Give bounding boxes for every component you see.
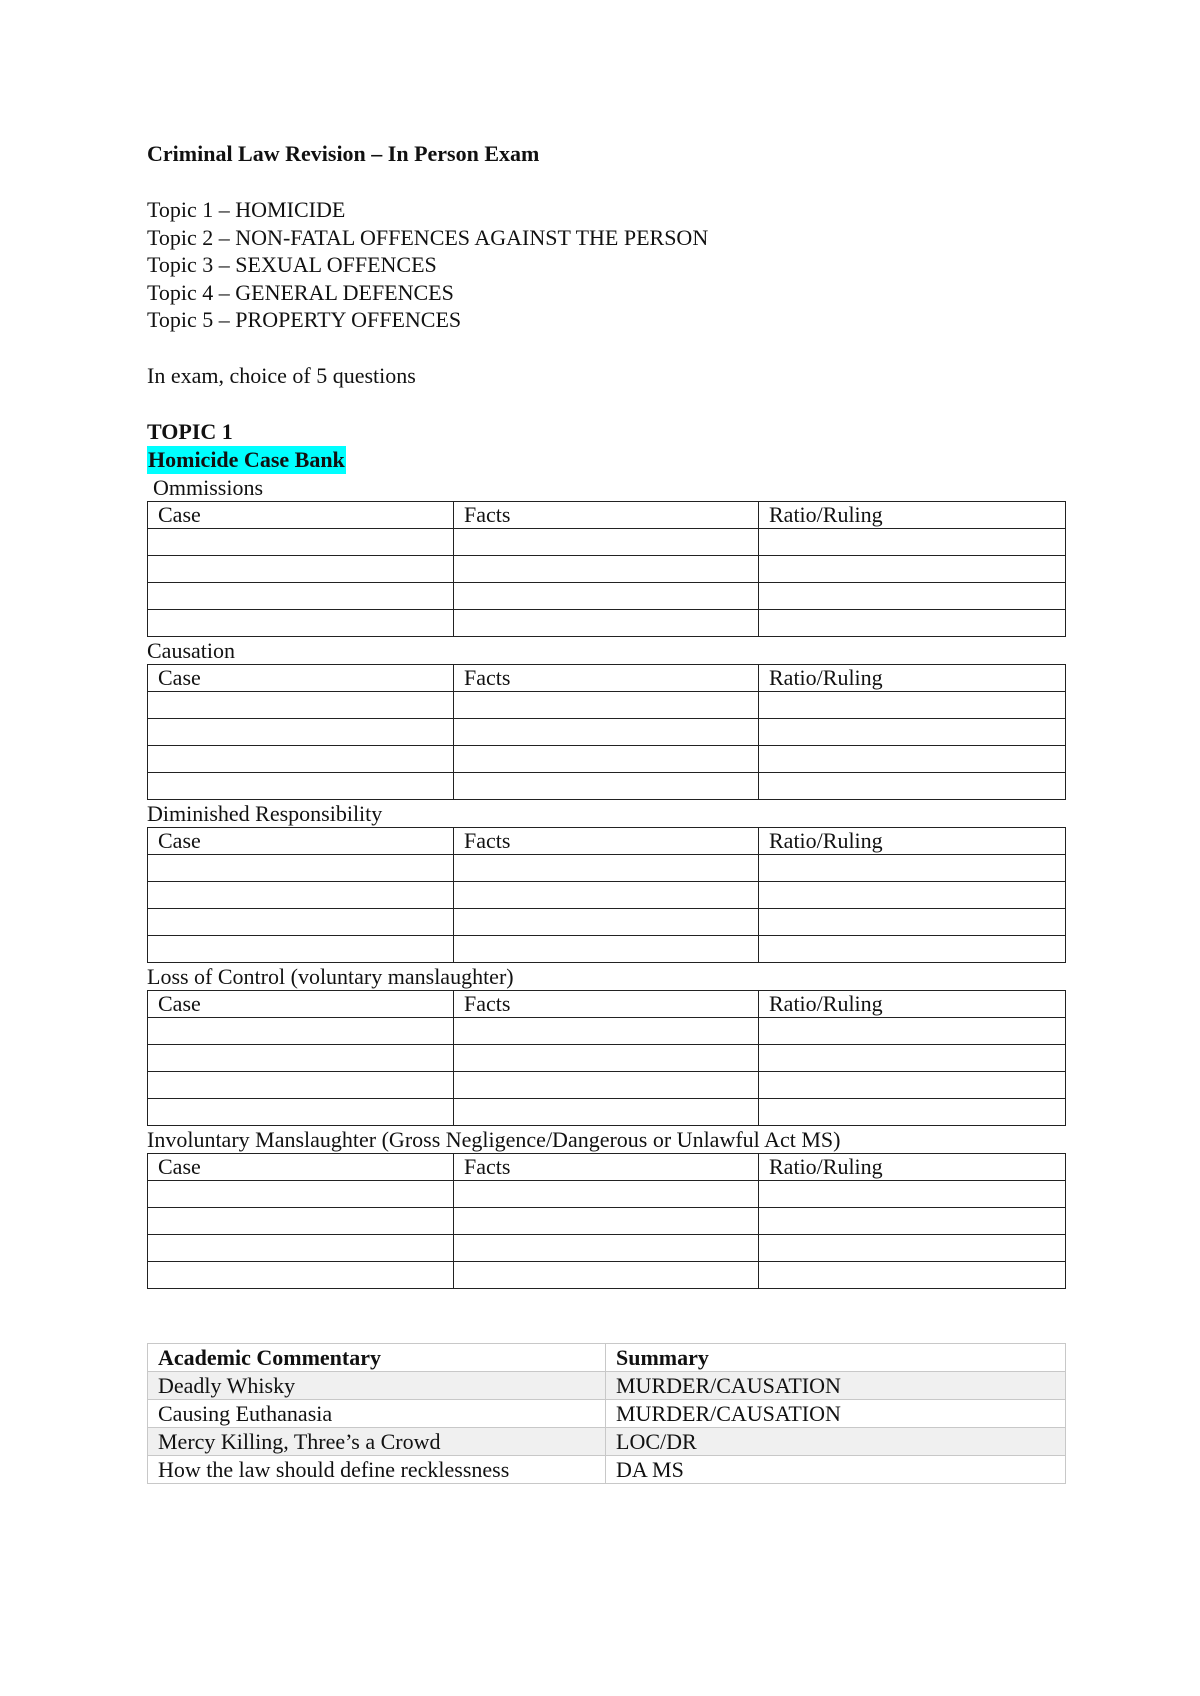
header-academic-commentary: Academic Commentary — [148, 1343, 606, 1371]
case-table-omissions — [147, 501, 1066, 637]
summary-cell: MURDER/CAUSATION — [606, 1399, 1066, 1427]
table-row — [148, 528, 1066, 555]
table-row — [148, 555, 1066, 582]
table-cell[interactable] — [454, 1044, 759, 1071]
table-row — [148, 1207, 1066, 1234]
table-cell[interactable] — [454, 1234, 759, 1261]
table-cell[interactable] — [759, 772, 1066, 799]
table-row — [148, 1098, 1066, 1125]
table-row — [148, 582, 1066, 609]
table-cell[interactable] — [148, 555, 454, 582]
table-cell[interactable] — [454, 881, 759, 908]
header-ratio: Ratio/Ruling — [759, 827, 1066, 854]
case-table-involuntary-manslaughter — [147, 1153, 1066, 1289]
commentary-cell: Deadly Whisky — [148, 1371, 606, 1399]
table-cell[interactable] — [148, 935, 454, 962]
table-cell[interactable] — [454, 745, 759, 772]
table-row — [148, 1044, 1066, 1071]
table-cell[interactable] — [759, 745, 1066, 772]
table-cell[interactable] — [759, 1180, 1066, 1207]
header-ratio: Ratio/Ruling — [759, 990, 1066, 1017]
topic-heading: TOPIC 1 — [147, 418, 233, 444]
summary-cell: DA MS — [606, 1455, 1066, 1483]
table-row — [148, 854, 1066, 881]
academic-header-row — [148, 1343, 1066, 1371]
table-row — [148, 1017, 1066, 1044]
table-row — [148, 908, 1066, 935]
table-cell[interactable] — [759, 609, 1066, 636]
section-label-loss-of-control: Loss of Control (voluntary manslaughter) — [147, 963, 514, 989]
table-cell[interactable] — [454, 1071, 759, 1098]
table-cell[interactable] — [759, 1098, 1066, 1125]
table-cell[interactable] — [148, 1071, 454, 1098]
commentary-cell: How the law should define recklessness — [148, 1455, 606, 1483]
table-cell[interactable] — [759, 691, 1066, 718]
case-bank-heading: Homicide Case Bank — [148, 446, 345, 472]
table-cell[interactable] — [148, 881, 454, 908]
commentary-cell: Mercy Killing, Three’s a Crowd — [148, 1427, 606, 1455]
table-header-row — [148, 664, 1066, 691]
table-row — [148, 718, 1066, 745]
header-facts: Facts — [454, 501, 759, 528]
case-table-loss-of-control — [147, 990, 1066, 1126]
table-header-row — [148, 1153, 1066, 1180]
academic-commentary-table — [147, 1343, 1066, 1484]
table-cell[interactable] — [759, 1234, 1066, 1261]
table-cell[interactable] — [759, 1017, 1066, 1044]
table-row — [148, 691, 1066, 718]
topic-list — [147, 196, 1065, 334]
academic-commentary-section — [147, 1343, 1065, 1484]
table-row — [148, 609, 1066, 636]
table-cell[interactable] — [148, 609, 454, 636]
header-facts: Facts — [454, 827, 759, 854]
table-cell[interactable] — [148, 772, 454, 799]
table-cell[interactable] — [148, 528, 454, 555]
document-title: Criminal Law Revision – In Person Exam — [147, 141, 540, 166]
table-row — [148, 1234, 1066, 1261]
table-cell[interactable] — [759, 582, 1066, 609]
table-row — [148, 1180, 1066, 1207]
table-cell[interactable] — [454, 528, 759, 555]
section-label-involuntary-manslaughter: Involuntary Manslaughter (Gross Negligence/Dangerous or Unlawful Act MS) — [147, 1126, 841, 1152]
table-row — [148, 1371, 1066, 1399]
summary-cell: LOC/DR — [606, 1427, 1066, 1455]
header-ratio: Ratio/Ruling — [759, 501, 1066, 528]
table-cell[interactable] — [454, 908, 759, 935]
table-cell[interactable] — [148, 908, 454, 935]
table-cell[interactable] — [759, 555, 1066, 582]
topic-list-item: Topic 5 – PROPERTY OFFENCES — [147, 307, 462, 332]
document-page — [147, 140, 1065, 1484]
section-label-diminished-responsibility: Diminished Responsibility — [147, 800, 383, 826]
table-header-row — [148, 827, 1066, 854]
table-row — [148, 1399, 1066, 1427]
table-cell[interactable] — [759, 1071, 1066, 1098]
header-summary: Summary — [606, 1343, 1066, 1371]
table-cell[interactable] — [148, 854, 454, 881]
topic-list-item: Topic 2 – NON-FATAL OFFENCES AGAINST THE PERSON — [147, 224, 709, 250]
section-label-omissions: Ommissions — [153, 474, 264, 500]
header-facts: Facts — [454, 664, 759, 691]
table-cell[interactable] — [759, 1044, 1066, 1071]
header-facts: Facts — [454, 990, 759, 1017]
table-cell[interactable] — [148, 582, 454, 609]
table-cell[interactable] — [148, 1180, 454, 1207]
topic-list-item: Topic 3 – SEXUAL OFFENCES — [147, 252, 437, 277]
table-cell[interactable] — [454, 1261, 759, 1288]
case-table-causation — [147, 664, 1066, 800]
table-row — [148, 881, 1066, 908]
section-label-causation: Causation — [147, 637, 235, 663]
table-row — [148, 935, 1066, 962]
commentary-cell: Causing Euthanasia — [148, 1399, 606, 1427]
summary-cell: MURDER/CAUSATION — [606, 1371, 1066, 1399]
table-cell[interactable] — [148, 1098, 454, 1125]
table-cell[interactable] — [454, 1098, 759, 1125]
table-cell[interactable] — [454, 1207, 759, 1234]
table-cell[interactable] — [759, 1261, 1066, 1288]
topic-list-item: Topic 1 – HOMICIDE — [147, 197, 346, 222]
table-row — [148, 1455, 1066, 1483]
table-cell[interactable] — [148, 1234, 454, 1261]
header-ratio: Ratio/Ruling — [759, 664, 1066, 691]
table-cell[interactable] — [148, 1261, 454, 1288]
table-cell[interactable] — [454, 691, 759, 718]
header-ratio: Ratio/Ruling — [759, 1153, 1066, 1180]
table-cell[interactable] — [148, 1017, 454, 1044]
case-table-diminished-responsibility — [147, 827, 1066, 963]
table-cell[interactable] — [454, 718, 759, 745]
table-cell[interactable] — [759, 1207, 1066, 1234]
table-cell[interactable] — [454, 609, 759, 636]
header-case: Case — [148, 827, 454, 854]
header-facts: Facts — [454, 1153, 759, 1180]
table-cell[interactable] — [454, 772, 759, 799]
table-cell[interactable] — [454, 582, 759, 609]
table-cell[interactable] — [759, 854, 1066, 881]
topic-list-item: Topic 4 – GENERAL DEFENCES — [147, 279, 454, 305]
header-case: Case — [148, 664, 454, 691]
table-row — [148, 772, 1066, 799]
table-cell[interactable] — [759, 935, 1066, 962]
table-cell[interactable] — [148, 691, 454, 718]
table-cell[interactable] — [759, 881, 1066, 908]
header-case: Case — [148, 1153, 454, 1180]
header-case: Case — [148, 501, 454, 528]
table-cell[interactable] — [148, 718, 454, 745]
table-header-row — [148, 990, 1066, 1017]
header-case: Case — [148, 990, 454, 1017]
table-cell[interactable] — [454, 1017, 759, 1044]
table-row — [148, 1427, 1066, 1455]
table-cell[interactable] — [454, 1180, 759, 1207]
exam-note: In exam, choice of 5 questions — [147, 362, 416, 388]
table-cell[interactable] — [148, 1044, 454, 1071]
table-cell[interactable] — [759, 528, 1066, 555]
table-header-row — [148, 501, 1066, 528]
table-row — [148, 1261, 1066, 1288]
table-cell[interactable] — [454, 935, 759, 962]
table-cell[interactable] — [148, 745, 454, 772]
table-cell[interactable] — [759, 908, 1066, 935]
table-cell[interactable] — [759, 718, 1066, 745]
table-cell[interactable] — [454, 854, 759, 881]
table-row — [148, 745, 1066, 772]
table-row — [148, 1071, 1066, 1098]
table-cell[interactable] — [454, 555, 759, 582]
table-cell[interactable] — [148, 1207, 454, 1234]
